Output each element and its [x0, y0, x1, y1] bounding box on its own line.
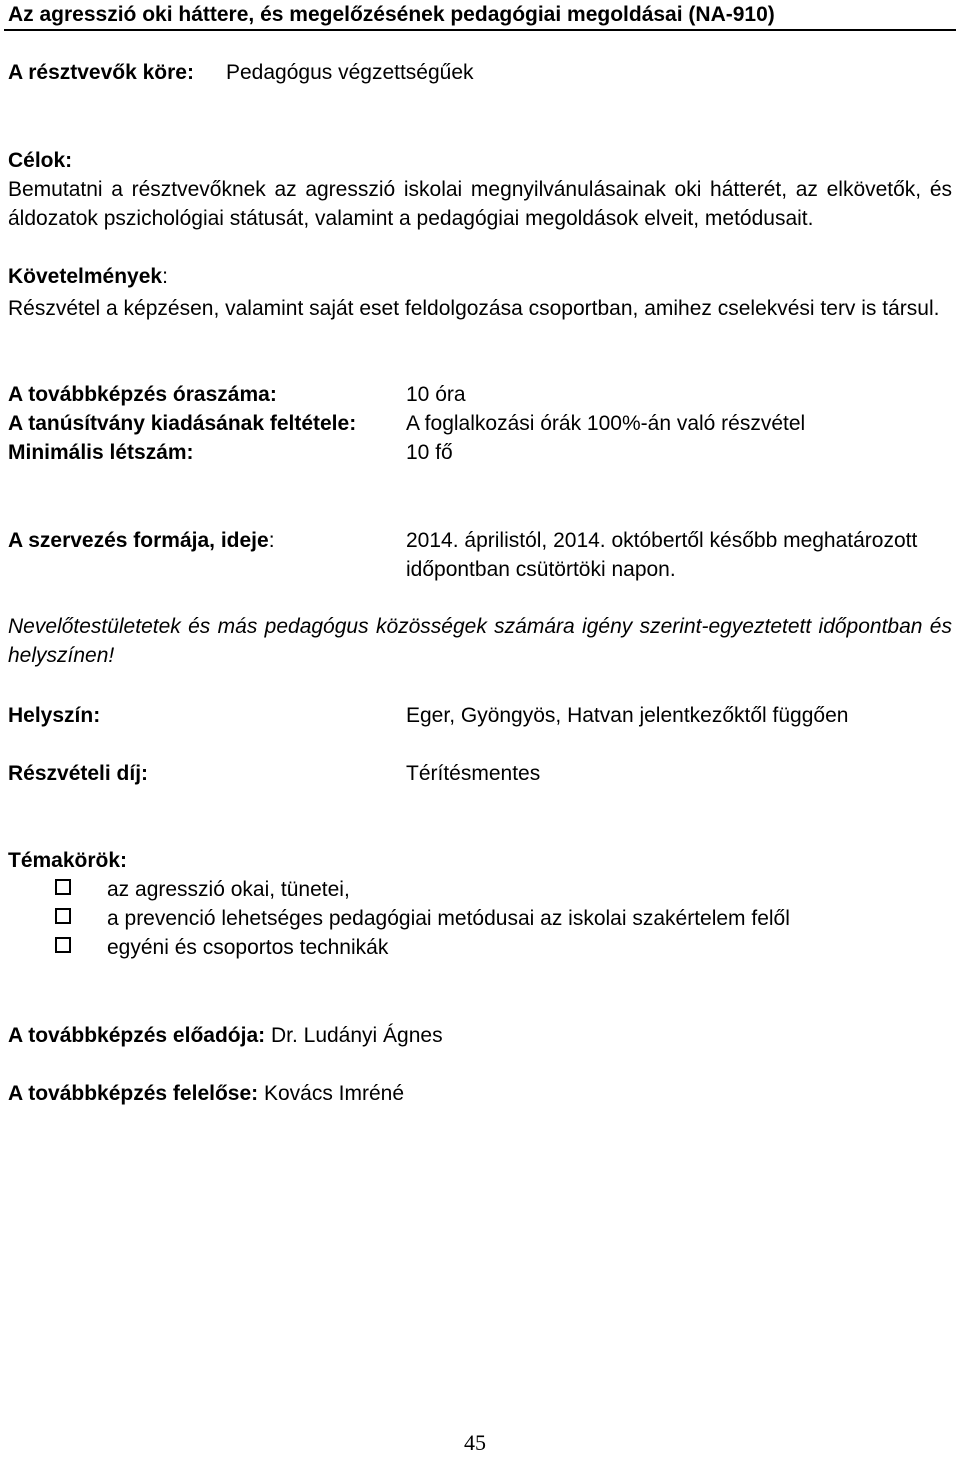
lecturer-line — [8, 1021, 443, 1050]
topics-label: Témakörök: — [8, 849, 128, 872]
requirements-label: Követelmények — [8, 265, 163, 288]
checkbox-icon — [55, 879, 71, 895]
document-title: Az agresszió oki háttere, és megelőzésének pedagógiai megoldásai (NA-910) — [8, 3, 775, 26]
note-text: Nevelőtestületetek és más pedagógus közösségek számára igény szerint-egyeztetett időpontban és helyszínen! — [8, 615, 952, 667]
title-rule — [4, 29, 956, 31]
organization-colon: : — [268, 529, 275, 552]
hours-label: A továbbképzés óraszáma: — [8, 383, 277, 406]
topic-item: az agresszió okai, tünetei, — [107, 878, 350, 901]
lecturer-label: A továbbképzés előadója: — [8, 1024, 266, 1047]
participants-label: A résztvevők köre: — [8, 61, 194, 84]
responsible-value: Kovács Imréné — [263, 1082, 405, 1105]
fee-value: Térítésmentes — [406, 762, 541, 785]
location-label: Helyszín: — [8, 704, 101, 727]
lecturer-value: Dr. Ludányi Ágnes — [270, 1024, 443, 1047]
responsible-line — [8, 1079, 404, 1108]
certificate-label: A tanúsítvány kiadásának feltétele: — [8, 412, 357, 435]
requirements-text: Részvétel a képzésen, valamint saját eset feldolgozása csoportban, amihez cselekvési terv is társul. — [8, 297, 940, 320]
fee-label: Részvételi díj: — [8, 762, 149, 785]
min-participants-label: Minimális létszám: — [8, 441, 194, 464]
page-number: 45 — [464, 1430, 486, 1455]
organization-value-line2: időpontban csütörtöki napon. — [406, 558, 676, 581]
requirements-heading — [8, 262, 168, 291]
topic-item: egyéni és csoportos technikák — [107, 936, 389, 959]
goals-text: Bemutatni a résztvevőknek az agresszió iskolai megnyilvánulásainak oki hátterét, az elkövetők, és áldozatok pszichológiai státusát, valamint a pedagógiai megoldások elveit, metódusait. — [8, 178, 952, 230]
location-value: Eger, Gyöngyös, Hatvan jelentkezőktől függően — [406, 704, 849, 727]
checkbox-icon — [55, 937, 71, 953]
responsible-label: A továbbképzés felelőse: — [8, 1082, 259, 1105]
hours-value: 10 óra — [406, 383, 466, 406]
checkbox-icon — [55, 908, 71, 924]
goals-label: Célok: — [8, 149, 73, 172]
requirements-colon: : — [162, 265, 168, 288]
organization-label: A szervezés formája, ideje — [8, 529, 269, 552]
min-participants-value: 10 fő — [406, 441, 453, 464]
organization-value-line1: 2014. áprilistól, 2014. októbertől később meghatározott — [406, 529, 918, 552]
organization-heading — [8, 526, 275, 555]
topic-item: a prevenció lehetséges pedagógiai metódusai az iskolai szakértelem felől — [107, 907, 790, 930]
certificate-value: A foglalkozási órák 100%-án való részvétel — [406, 412, 806, 435]
participants-value: Pedagógus végzettségűek — [226, 61, 474, 84]
